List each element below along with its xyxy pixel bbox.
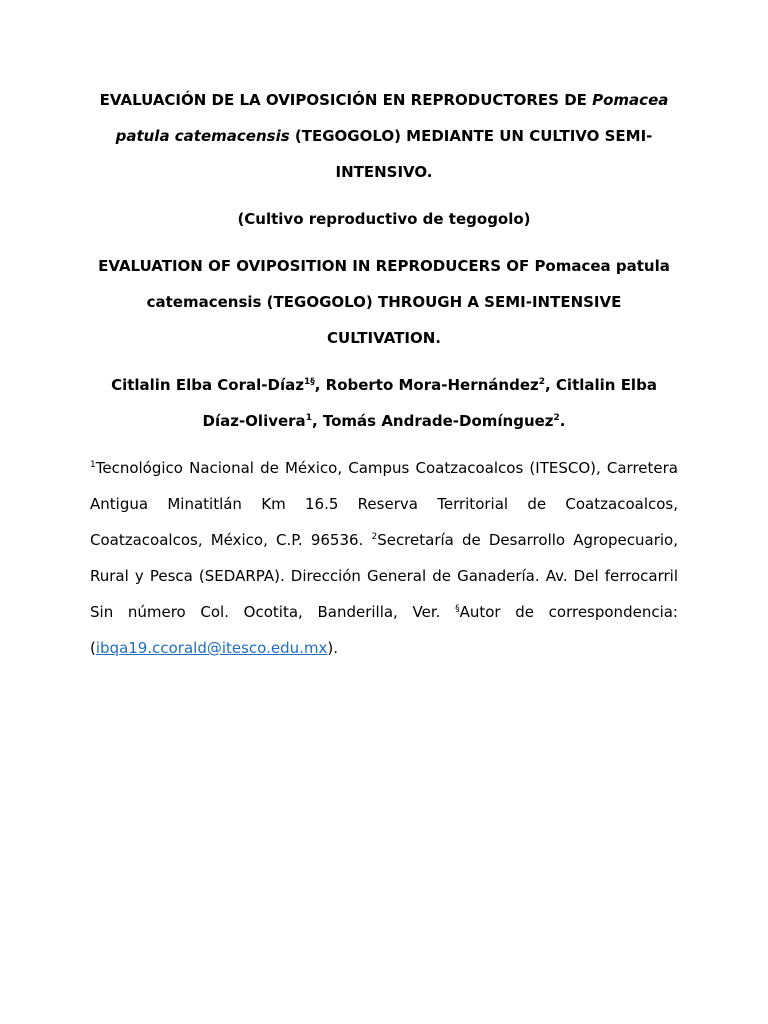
author-separator: , bbox=[545, 376, 556, 394]
correspondence-text: Autor de correspondencia: ( bbox=[90, 603, 678, 657]
author-name: Roberto Mora-Hernández bbox=[325, 376, 539, 394]
affiliations-paragraph bbox=[90, 450, 678, 666]
title-species-italic: Pomacea patula catemacensis bbox=[115, 91, 669, 145]
title-part2: (TEGOGOLO) MEDIANTE UN CULTIVO SEMI-INTENSIVO. bbox=[289, 127, 653, 181]
short-title: (Cultivo reproductivo de tegogolo) bbox=[237, 210, 531, 228]
author-affiliation-marker: 1 bbox=[305, 413, 312, 423]
author-separator: . bbox=[559, 412, 566, 430]
affiliation-text: Secretaría de Desarrollo Agropecuario, Rural y Pesca (SEDARPA). Dirección General de Ganadería. Av. Del ferrocarril Sin número Col. Ocotita, Banderilla, Ver. bbox=[90, 531, 678, 621]
author-affiliation-marker: 2 bbox=[553, 413, 560, 423]
english-title: EVALUATION OF OVIPOSITION IN REPRODUCERS OF Pomacea patula catemacensis (TEGOGOLO) THROUGH A SEMI-INTENSIVE CULTIVATION. bbox=[98, 257, 670, 347]
author-name: Citlalin Elba Díaz-Olivera bbox=[202, 376, 657, 430]
author-affiliation-marker: 2 bbox=[538, 377, 545, 387]
affiliation-marker: 1 bbox=[90, 460, 96, 470]
correspondence-marker: § bbox=[455, 604, 460, 614]
author-separator: , bbox=[314, 376, 326, 394]
author-affiliation-marker: 1§ bbox=[303, 377, 315, 387]
author-name: Tomás Andrade-Domínguez bbox=[322, 412, 554, 430]
author-separator: , bbox=[311, 412, 323, 430]
author-list bbox=[90, 367, 678, 439]
email-link[interactable]: ibqa19.ccorald@itesco.edu.mx bbox=[95, 639, 328, 657]
author-name: Citlalin Elba Coral-Díaz bbox=[111, 376, 304, 394]
affiliation-marker: 2 bbox=[371, 532, 378, 542]
affiliation-text: Tecnológico Nacional de México, Campus Coatzacoalcos (ITESCO), Carretera Antigua Minatitlán Km 16.5 Reserva Territorial de Coatzacoalcos, Coatzacoalcos, México, C.P. 96536. bbox=[90, 459, 678, 549]
spanish-title bbox=[90, 82, 678, 190]
correspondence-close: ). bbox=[327, 639, 338, 657]
title-part1: EVALUACIÓN DE LA OVIPOSICIÓN EN REPRODUCTORES DE bbox=[99, 91, 593, 109]
